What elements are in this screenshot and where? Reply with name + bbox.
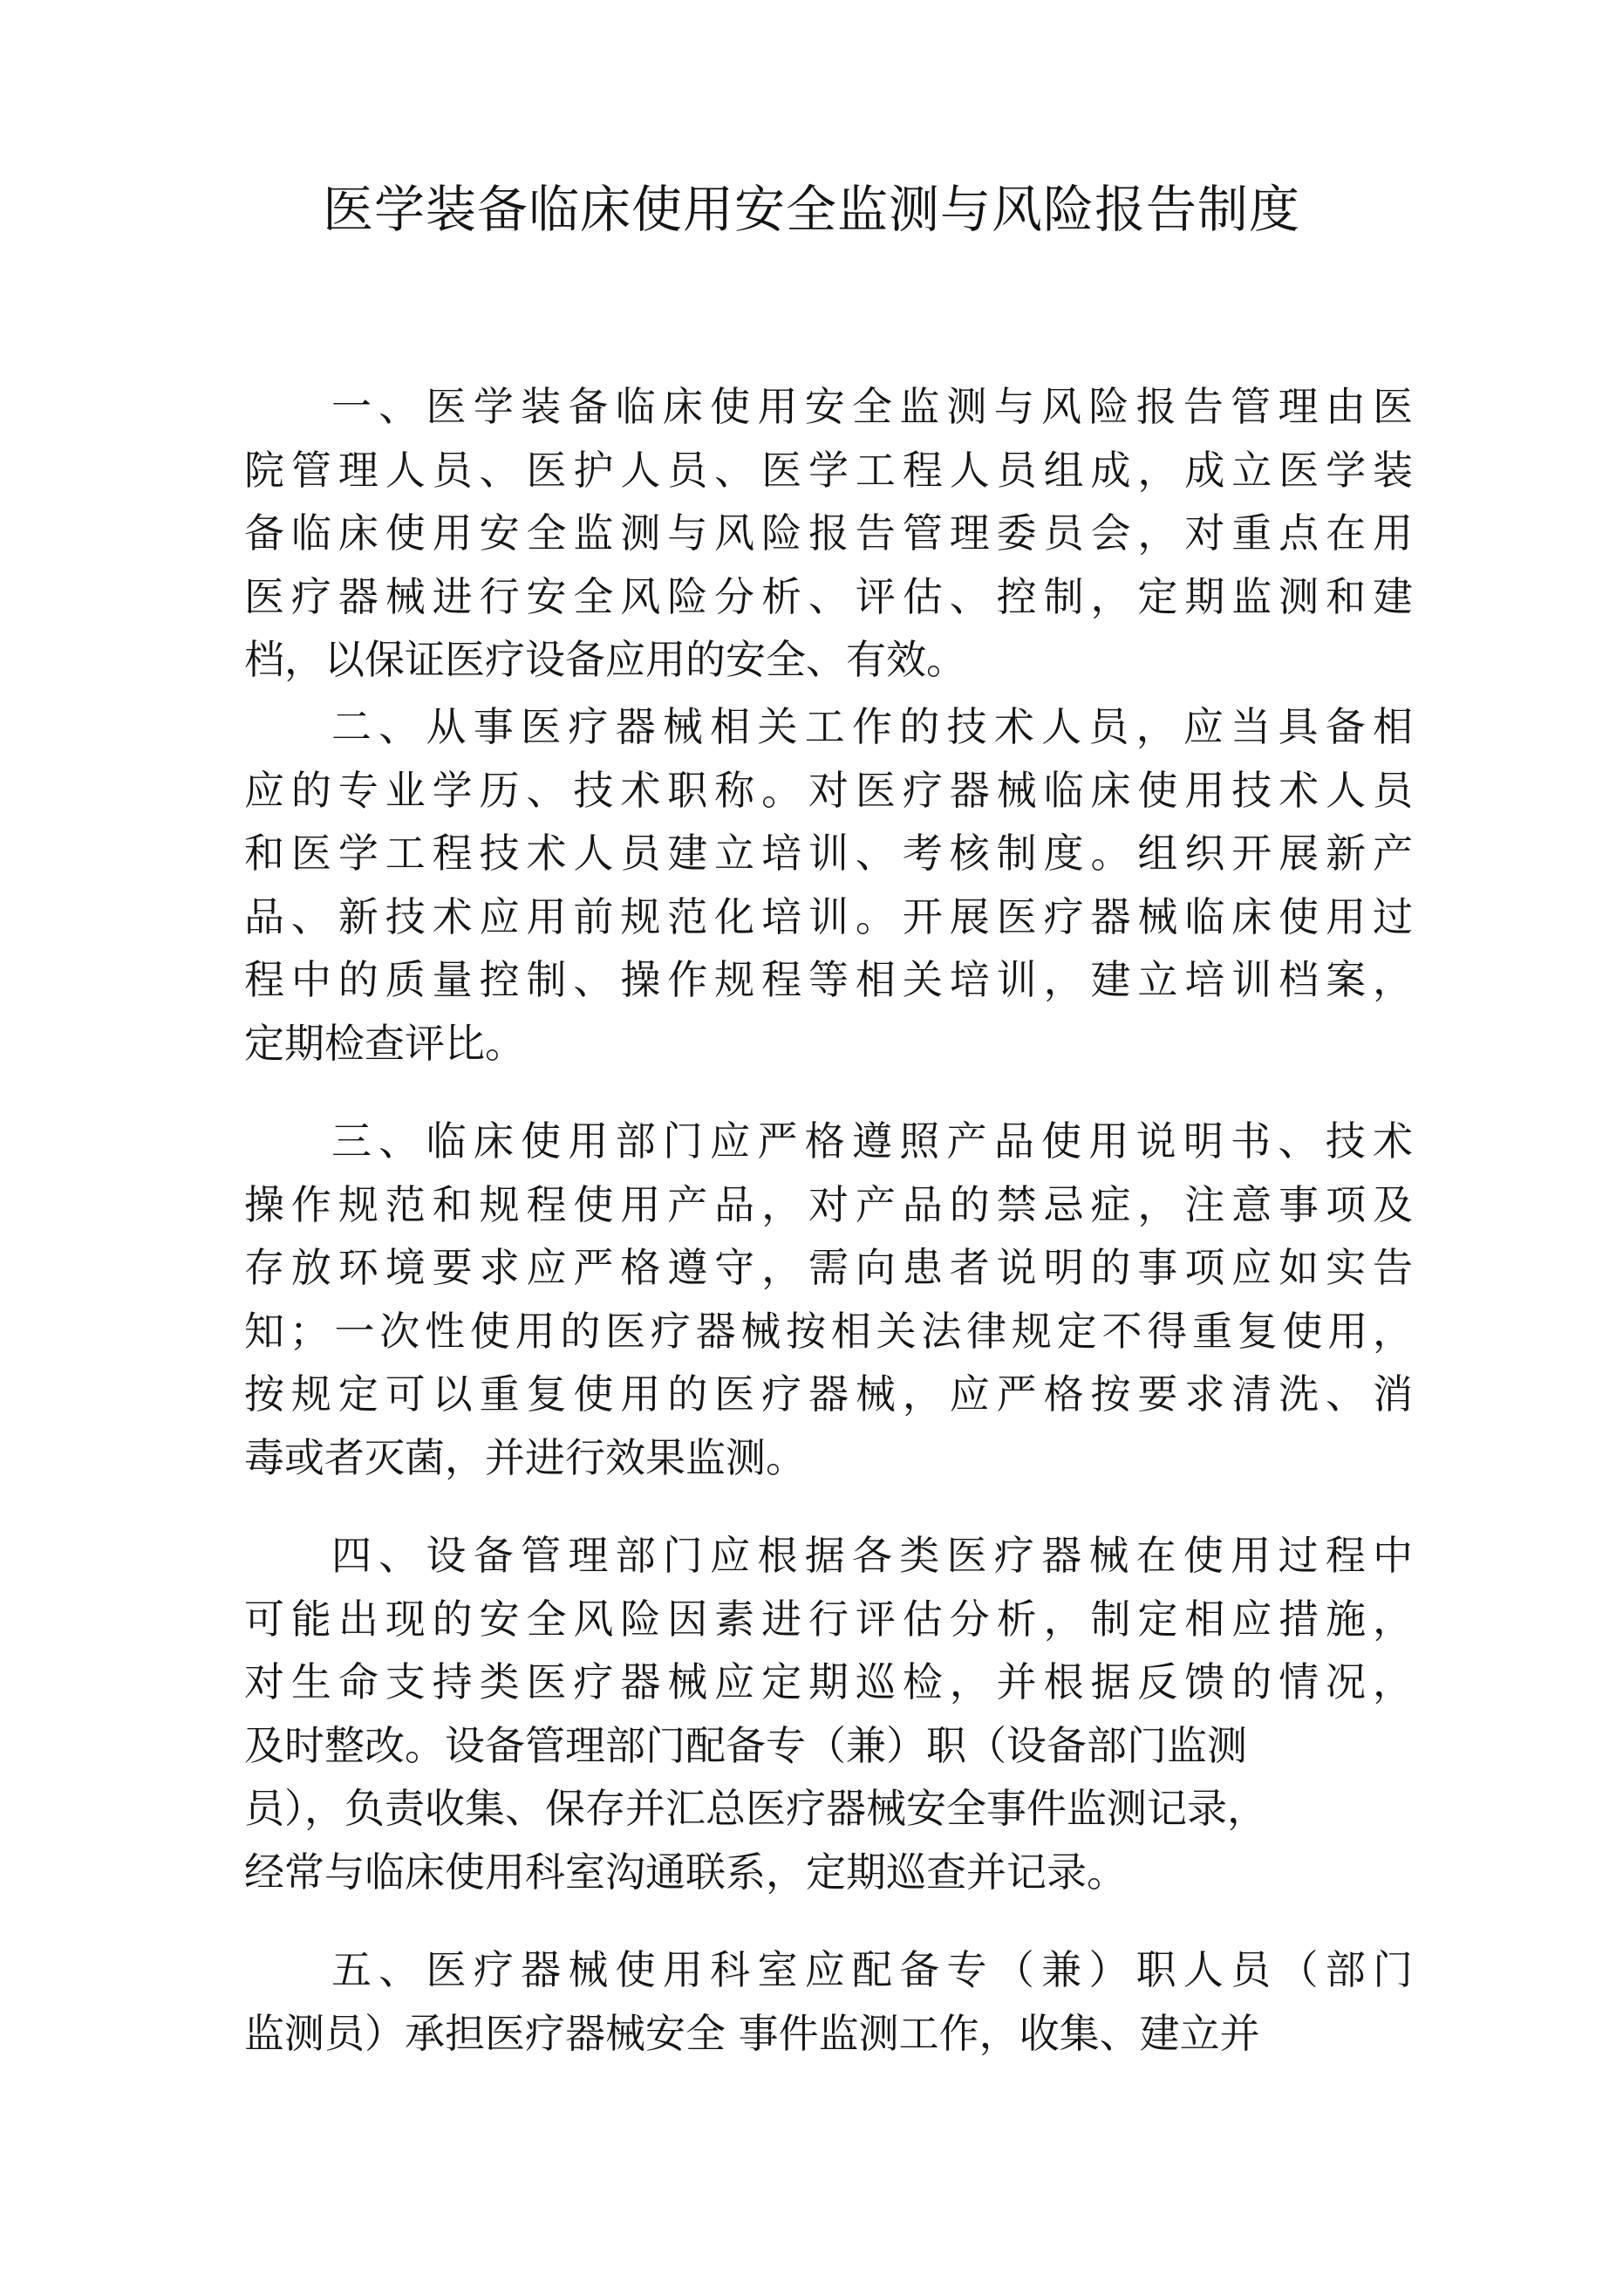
paragraph-3 <box>244 1110 1413 1489</box>
paragraph-line: 经常与临床使用科室沟通联系，定期巡查并记录。 <box>244 1848 1127 1896</box>
paragraph-line: 定期检查评比。 <box>244 1019 525 1067</box>
paragraph-line: 院管理人员、医护人员、医学工程人员组成，成立医学装 <box>244 446 1413 494</box>
paragraph-line: 二、从事医疗器械相关工作的技术人员，应当具备相 <box>331 703 1413 750</box>
paragraph-1 <box>244 375 1413 692</box>
paragraph-line: 知；一次性使用的医疗器械按相关法律规定不得重复使用， <box>244 1307 1413 1355</box>
paragraph-4 <box>244 1524 1413 1903</box>
paragraph-line: 监测员）承担医疗器械安全 事件监测工作，收集、建立并 <box>244 2009 1260 2057</box>
paragraph-5 <box>244 1938 1413 2065</box>
paragraph-line: 可能出现的安全风险因素进行评估分析，制定相应措施， <box>244 1595 1413 1643</box>
paragraph-line: 四、设备管理部门应根据各类医疗器械在使用过程中 <box>331 1532 1413 1579</box>
document-title: 医学装备临床使用安全监测与风险报告制度 <box>322 180 1300 239</box>
paragraph-line: 员），负责收集、保存并汇总医疗器械安全事件监测记录， <box>244 1785 1267 1832</box>
paragraph-line: 医疗器械进行安全风险分析、评估、控制，定期监测和建 <box>244 572 1413 620</box>
paragraph-line: 操作规范和规程使用产品，对产品的禁忌症，注意事项及 <box>244 1180 1413 1228</box>
paragraph-line: 应的专业学历、技术职称。对医疗器械临床使用技术人员 <box>244 766 1413 814</box>
paragraph-line: 和医学工程技术人员建立培训、考核制度。组织开展新产 <box>244 830 1413 877</box>
paragraph-line: 程中的质量控制、操作规程等相关培训，建立培训档案， <box>244 956 1413 1003</box>
paragraph-line: 存放环境要求应严格遵守，需向患者说明的事项应如实告 <box>244 1244 1413 1291</box>
paragraph-line: 品、新技术应用前规范化培训。开展医疗器械临床使用过 <box>244 892 1413 940</box>
paragraph-line: 按规定可以重复使用的医疗器械，应严格按要求清洗、消 <box>244 1370 1413 1418</box>
paragraph-2 <box>244 695 1413 1075</box>
paragraph-line: 档，以保证医疗设备应用的安全、有效。 <box>244 636 966 683</box>
paragraph-line: 及时整改。设备管理部门配备专（兼）职（设备部门监测 <box>244 1721 1247 1769</box>
paragraph-line: 一、医学装备临床使用安全监测与风险报告管理由医 <box>331 383 1413 430</box>
paragraph-line: 五、医疗器械使用科室应配备专（兼）职人员（部门 <box>331 1946 1413 1993</box>
paragraph-line: 备临床使用安全监测与风险报告管理委员会，对重点在用 <box>244 509 1413 557</box>
paragraph-line: 对生命支持类医疗器械应定期巡检，并根据反馈的情况， <box>244 1658 1413 1705</box>
paragraph-line: 三、临床使用部门应严格遵照产品使用说明书、技术 <box>331 1117 1413 1165</box>
paragraph-line: 毒或者灭菌，并进行效果监测。 <box>244 1433 806 1481</box>
